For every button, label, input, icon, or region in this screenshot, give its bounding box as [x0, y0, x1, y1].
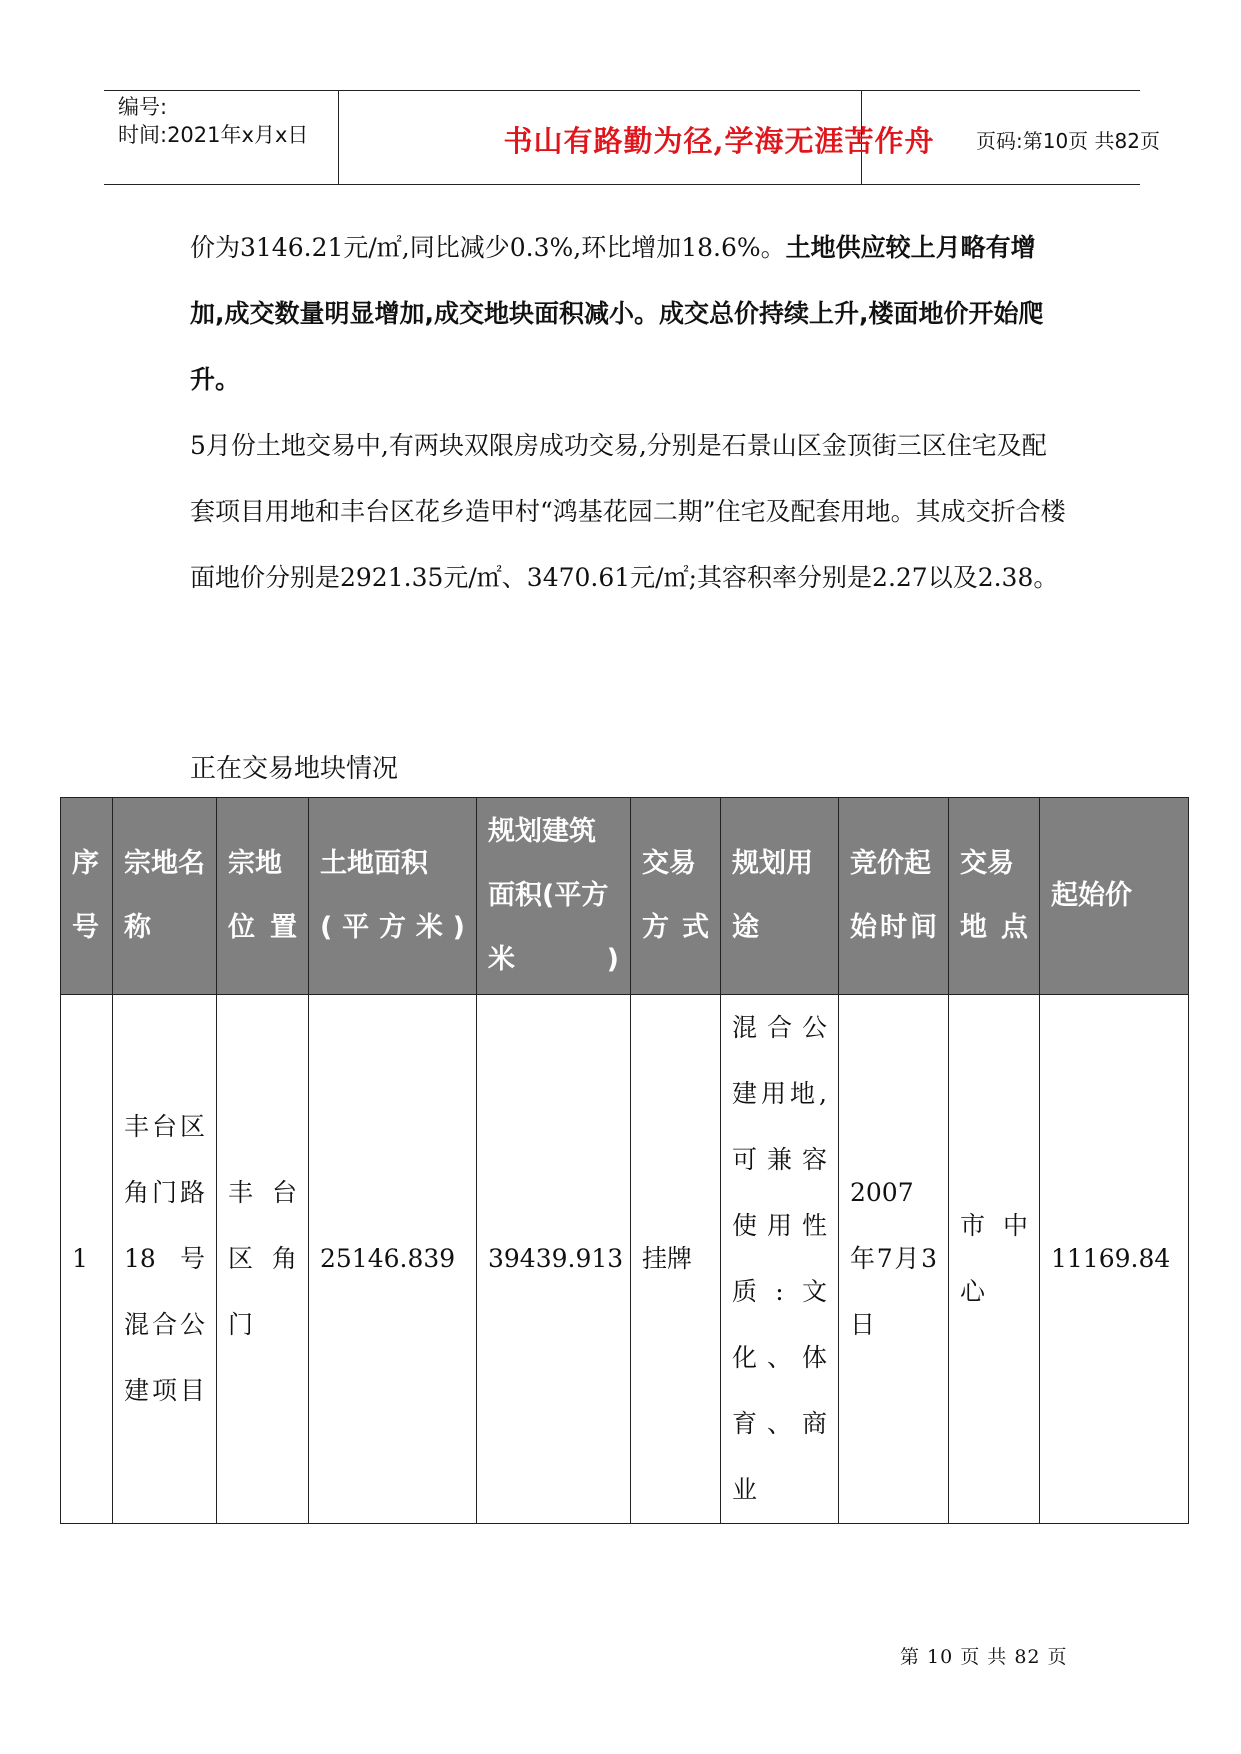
cell-method: 挂牌 — [631, 995, 721, 1524]
cell-venue: 市中心 — [949, 995, 1040, 1524]
body-text — [190, 215, 1070, 611]
header-meta — [118, 93, 308, 149]
header-seq: 序号 — [61, 798, 113, 995]
header-motto: 书山有路勤为径,学海无涯苦作舟 — [503, 124, 935, 158]
cell-start-price: 11169.84 — [1040, 995, 1189, 1524]
header-method: 交易方式 — [631, 798, 721, 995]
land-parcel-table — [60, 797, 1189, 1524]
header-page-number: 页码:第10页 共82页 — [976, 129, 1160, 153]
table-row — [61, 995, 1189, 1524]
header-start-price: 起始价 — [1040, 798, 1189, 995]
paragraph-dual-limit-housing: 5月份土地交易中,有两块双限房成功交易,分别是石景山区金顶街三区住宅及配套项目用地和丰台区花乡造甲村“鸿基花园二期”住宅及配套用地。其成交折合楼面地价分别是2921.35元/㎡、3470.61元/㎡;其容积率分别是2.27以及2.38。 — [190, 431, 1066, 592]
page-header — [104, 90, 1160, 185]
time-label: 时间:2021年x月x日 — [118, 123, 309, 147]
cell-usage: 混合公建用地,可兼容使用性质:文化、体育、商业 — [721, 995, 839, 1524]
header-usage: 规划用途 — [721, 798, 839, 995]
paragraph-bold-text: 土地供应较上月略有增加,成交数量明显增加,成交地块面积减小。成交总价持续上升,楼面地价开始爬升。 — [190, 233, 1044, 394]
cell-name: 丰台区角门路18号混合公建项目 — [113, 995, 217, 1524]
header-venue: 交易地点 — [949, 798, 1040, 995]
header-name: 宗地名称 — [113, 798, 217, 995]
header-location: 宗地位置 — [217, 798, 309, 995]
paragraph-price-summary — [190, 215, 1070, 413]
header-start-time: 竞价起始时间 — [839, 798, 949, 995]
cell-land-area: 25146.839 — [309, 995, 477, 1524]
paragraph-normal-text: 价为3146.21元/㎡,同比减少0.3%,环比增加18.6%。 — [190, 233, 786, 262]
cell-location: 丰台区角门 — [217, 995, 309, 1524]
cell-start-time: 2007年7月3日 — [839, 995, 949, 1524]
table-header-row — [61, 798, 1189, 995]
header-divider — [338, 91, 339, 184]
header-building-area: 规划建筑面积(平方米) — [477, 798, 631, 995]
cell-building-area: 39439.913 — [477, 995, 631, 1524]
page-footer: 第 10 页 共 82 页 — [900, 1646, 1068, 1668]
cell-seq: 1 — [61, 995, 113, 1524]
serial-number-label: 编号: — [118, 95, 168, 119]
table-title: 正在交易地块情况 — [190, 754, 399, 784]
header-land-area: 土地面积(平方米) — [309, 798, 477, 995]
